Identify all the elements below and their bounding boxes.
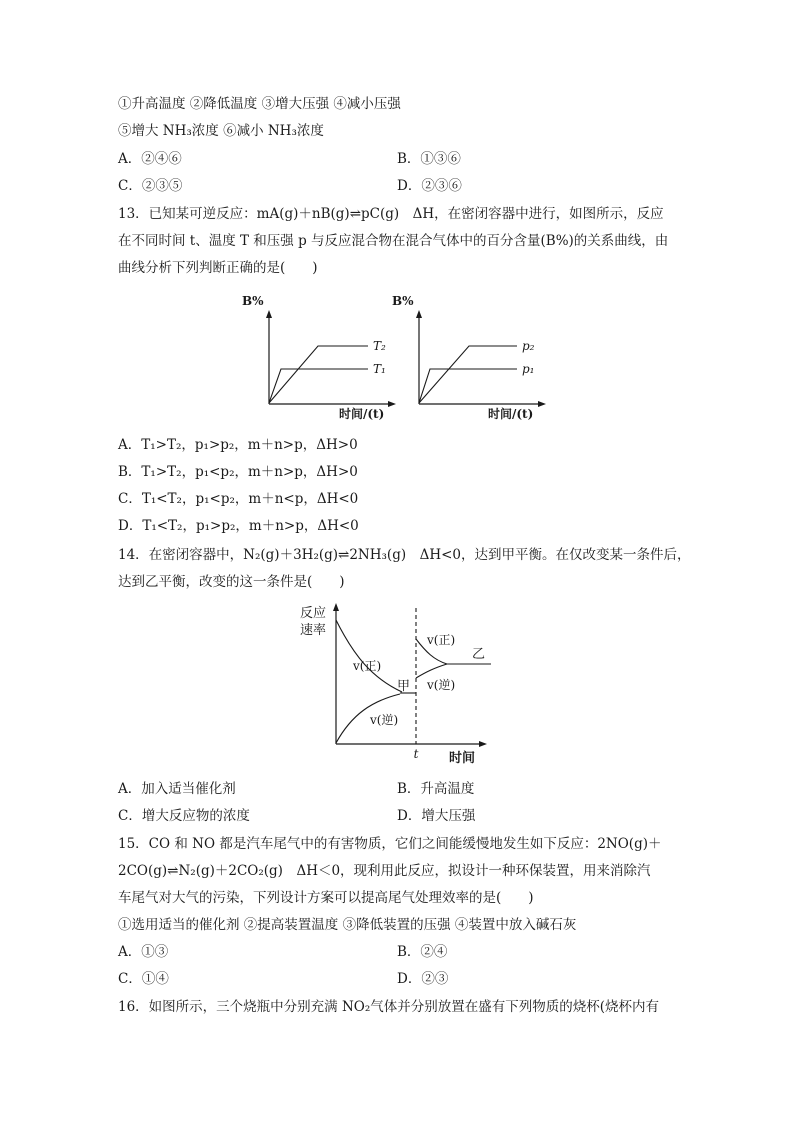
q14-label-reverse-2: v(逆) (427, 678, 456, 692)
q14-ylabel-line2: 速率 (300, 623, 327, 638)
q14-label-forward-2: v(正) (427, 633, 456, 647)
q12-conditions-line2: ⑤增大 NH₃浓度 ⑥减小 NH₃浓度 (118, 123, 324, 139)
q12-option-c: C．②③⑤ (118, 178, 183, 194)
q13-right-x-arrow (538, 401, 546, 407)
q13-option-d: D．T₁<T₂，p₁>p₂，m＋n>p，ΔH<0 (118, 518, 359, 534)
q14-xlabel: 时间 (449, 751, 476, 766)
q14-option-a: A．加入适当催化剂 (118, 781, 236, 797)
q14-y-arrow (333, 603, 339, 611)
q14-reverse-rate-curve-2 (416, 664, 447, 678)
q13-stem-line1: 13．已知某可逆反应：mA(g)＋nB(g)⇌pC(g) ΔH，在密闭容器中进行，如图所示，反应 (118, 206, 664, 222)
q13-right-lower-label: p₁ (522, 362, 535, 376)
q14-label-forward-1: v(正) (353, 659, 382, 673)
q13-chart-pressure (386, 290, 556, 422)
q15-option-d: D．②③ (397, 971, 449, 987)
q15-stem-line2: 2CO(g)⇌N₂(g)＋2CO₂(g) ΔH＜0，现利用此反应，拟设计一种环保装置，用来消除汽 (118, 863, 651, 879)
q13-right-ylabel: B% (392, 294, 414, 308)
q14-option-b: B．升高温度 (397, 781, 475, 797)
q13-left-curve-upper (269, 346, 368, 403)
q14-option-d: D．增大压强 (397, 808, 476, 824)
q13-option-b: B．T₁>T₂，p₁<p₂，m＋n>p，ΔH>0 (118, 464, 358, 480)
q12-option-d: D．②③⑥ (397, 178, 462, 194)
q14-t-label: t (413, 747, 419, 761)
q13-left-lower-label: T₁ (373, 362, 386, 376)
q13-left-xlabel: 时间/(t) (339, 407, 385, 421)
q15-option-c: C．①④ (118, 971, 169, 987)
q12-option-a: A．②④⑥ (118, 151, 182, 167)
q14-ylabel-line1: 反应 (300, 606, 327, 621)
q16-stem-line1: 16．如图所示，三个烧瓶中分别充满 NO₂气体并分别放置在盛有下列物质的烧杯(烧杯内有 (118, 999, 660, 1015)
q15-stem-line3: 车尾气对大气的污染，下列设计方案可以提高尾气处理效率的是( ) (118, 890, 534, 906)
q13-chart-temperature (236, 290, 406, 422)
q15-conditions: ①选用适当的催化剂 ②提高装置温度 ③降低装置的压强 ④装置中放入碱石灰 (118, 917, 577, 933)
q13-right-curve-upper (419, 346, 517, 403)
q13-option-c: C．T₁<T₂，p₁<p₂，m＋n<p，ΔH<0 (118, 491, 359, 507)
q13-left-y-arrow (266, 310, 272, 318)
q14-stem-line1: 14．在密闭容器中，N₂(g)＋3H₂(g)⇌2NH₃(g) ΔH<0，达到甲平衡。在仅改变某一条件后， (118, 547, 691, 563)
q13-left-ylabel: B% (242, 294, 264, 308)
q14-label-reverse-1: v(逆) (370, 713, 399, 727)
q14-stem-line2: 达到乙平衡，改变的这一条件是( ) (118, 574, 345, 590)
q15-option-b: B．②④ (397, 944, 448, 960)
q13-right-xlabel: 时间/(t) (488, 407, 534, 421)
q14-rate-chart (290, 598, 505, 773)
q15-stem-line1: 15．CO 和 NO 都是汽车尾气中的有害物质，它们之间能缓慢地发生如下反应：2NO(g)＋ (118, 836, 662, 852)
q14-x-arrow (479, 741, 487, 747)
q14-label-state-2: 乙 (472, 647, 486, 662)
q12-option-b: B．①③⑥ (397, 151, 461, 167)
q14-option-c: C．增大反应物的浓度 (118, 808, 250, 824)
q13-stem-line2: 在不同时间 t、温度 T 和压强 p 与反应混合物在混合气体中的百分含量(B%)的关系曲线，由 (118, 233, 669, 249)
q13-right-y-arrow (416, 310, 422, 318)
q13-right-upper-label: p₂ (522, 339, 535, 353)
q13-stem-line3: 曲线分析下列判断正确的是( ) (118, 260, 318, 276)
q14-forward-rate-curve-1 (336, 620, 402, 692)
q13-option-a: A．T₁>T₂，p₁>p₂，m＋n>p，ΔH>0 (118, 437, 358, 453)
q13-left-upper-label: T₂ (373, 339, 386, 353)
q12-conditions-line1: ①升高温度 ②降低温度 ③增大压强 ④减小压强 (118, 96, 401, 112)
q15-option-a: A．①③ (118, 944, 169, 960)
q14-label-state-1: 甲 (397, 679, 411, 694)
